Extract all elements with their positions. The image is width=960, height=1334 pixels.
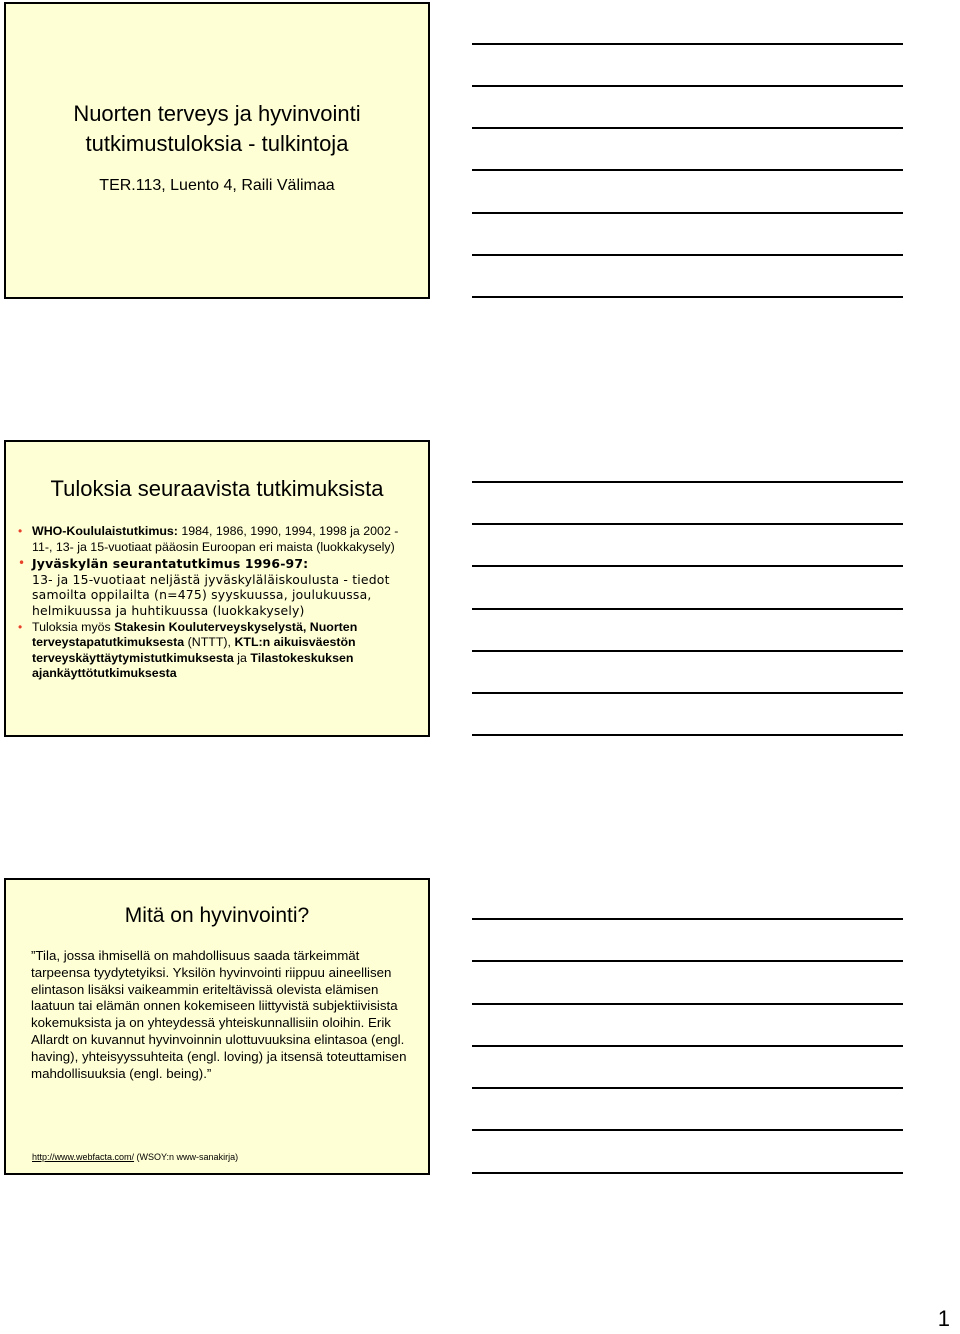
bullet-item [18, 524, 420, 555]
bullet-text: Tuloksia myös [32, 619, 115, 634]
note-line [472, 523, 903, 525]
bullet-bold: Stakesin Kouluterveyskyselystä, Nuorten terveystapatutkimuksesta [32, 619, 358, 650]
bullet-item [18, 620, 420, 682]
bullet-text: (NTTT), [184, 635, 235, 650]
note-line [472, 918, 903, 920]
slide-3-footnote [32, 1152, 238, 1162]
slide-3-title: Mitä on hyvinvointi? [124, 904, 310, 927]
note-line [472, 43, 903, 45]
slide-1-subtitle: TER.113, Luento 4, Raili Välimaa [99, 177, 335, 194]
bullet-bold: WHO-Koululaistutkimus: [32, 524, 178, 538]
slide-2 [4, 440, 430, 737]
title-line-1: Nuorten terveys ja hyvinvointi [73, 101, 361, 126]
bullet-bold: Tilastokeskuksen ajankäyttötutkimuksesta [32, 650, 354, 681]
note-line [472, 734, 903, 736]
source-link[interactable]: http://www.webfacta.com/ [32, 1152, 135, 1162]
note-line [472, 169, 903, 171]
note-line [472, 481, 903, 483]
note-line [472, 296, 903, 298]
bullet-bold: Jyväskylän seurantatutkimus 1996-97: [32, 556, 309, 572]
note-line [472, 85, 903, 87]
note-line [472, 127, 903, 129]
note-line [472, 1129, 903, 1131]
bullet-bold: KTL:n aikuisväestön terveyskäyttäytymistutkimuksesta [32, 635, 356, 665]
note-line [472, 1172, 903, 1174]
bullet-text: 1984, 1986, 1990, 1994, 1998 ja 2002 - 11-, 13- ja 15-vuotiaat pääosin Euroopan eri maista (luokkakysely) [32, 524, 399, 554]
note-line [472, 565, 903, 567]
bullet-icon: • [18, 619, 23, 634]
note-line [472, 1045, 903, 1047]
title-line-2: tutkimustuloksia - tulkintoja [85, 131, 349, 156]
note-line [472, 692, 903, 694]
note-line [472, 650, 903, 652]
slide-2-title: Tuloksia seuraavista tutkimuksista [50, 476, 384, 501]
note-line [472, 608, 903, 610]
bullet-item [18, 556, 420, 618]
note-line [472, 1087, 903, 1089]
note-line [472, 254, 903, 256]
slide-1-title [6, 99, 428, 159]
note-line [472, 960, 903, 962]
slide-3 [4, 878, 430, 1175]
page-number: 1 [937, 1306, 950, 1331]
slide-3-body: ”Tila, jossa ihmisellä on mahdollisuus saada tärkeimmät tarpeensa tyydytetyiksi. Yksilön hyvinvointi riippuu aineellisen elintason lisäksi vaikeammin eriteltävissä olevista elämisen laatuun tai elämän onnen kokemiseen liittyvistä subjektiivisista kokemuksista ja on yhteydessä yhteiskunnallisiin oloihin. Erik Allardt on kuvannut hyvinvoinnin ulottuvuuksina elintasoa (engl. having), yhteisyyssuhteita (engl. loving) ja itsensä toteuttamisen mahdollisuuksia (engl. being).” [31, 948, 407, 1081]
note-line [472, 212, 903, 214]
slide-1 [4, 2, 430, 299]
source-text: (WSOY:n www-sanakirja) [134, 1152, 239, 1162]
bullet-list [18, 524, 420, 683]
bullet-icon: • [18, 524, 23, 538]
bullet-icon: • [18, 556, 26, 571]
bullet-text: ja [233, 650, 251, 665]
note-line [472, 1003, 903, 1005]
bullet-text: 13- ja 15-vuotiaat neljästä jyväskyläläiskoulusta - tiedot samoilta oppilailta (n=475) syyskuussa, joulukuussa, helmikuussa ja huhtikuussa (luokkakysely) [32, 571, 390, 618]
